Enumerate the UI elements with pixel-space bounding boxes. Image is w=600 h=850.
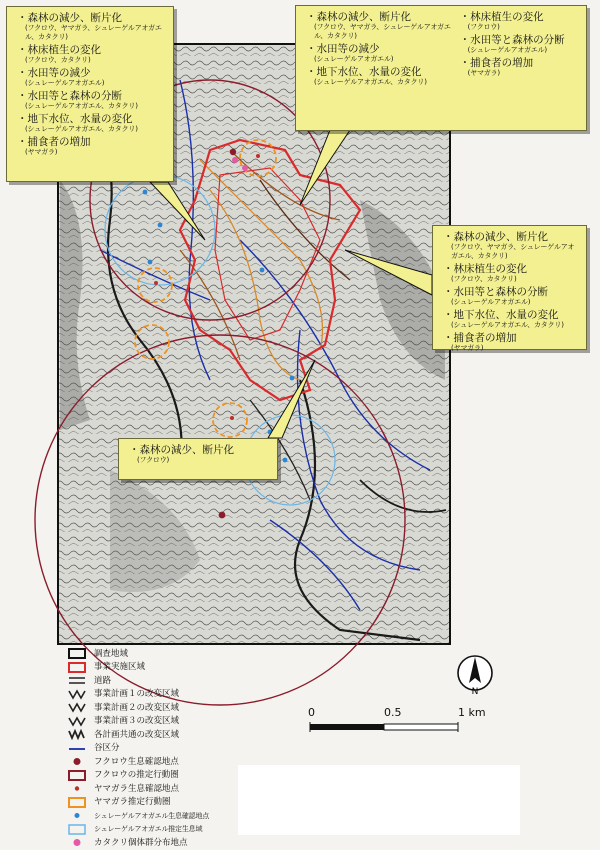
legend-label: 各計画共通の改変区域 bbox=[94, 729, 180, 740]
callout-item: ・ 水田等の減少 (シュレーゲルアオガエル) bbox=[17, 67, 167, 88]
callout-right bbox=[432, 225, 587, 350]
legend-symbol-owl-point-icon bbox=[66, 756, 88, 768]
legend-symbol-plan3-modified-icon bbox=[66, 715, 88, 727]
legend-symbol-study-area-icon bbox=[66, 648, 88, 660]
scale-bar bbox=[298, 706, 498, 746]
callout-item: ・ 林床植生の変化 (フクロウ、カタクリ) bbox=[17, 44, 167, 65]
scale-label-half: 0.5 bbox=[384, 706, 402, 719]
callout-top-right-col2 bbox=[460, 11, 580, 89]
legend-symbol-valley-icon bbox=[66, 742, 88, 754]
legend-symbol-plan2-modified-icon bbox=[66, 702, 88, 714]
scale-label-0: 0 bbox=[308, 706, 315, 719]
legend-item-frog-area bbox=[66, 823, 366, 837]
legend-label: 事業計画３の改変区域 bbox=[94, 716, 180, 727]
callout-top-right-col1 bbox=[306, 11, 452, 89]
legend-label: 道路 bbox=[94, 675, 112, 686]
callout-center-list bbox=[129, 444, 271, 465]
legend-label: ヤマガラ推定行動圏 bbox=[94, 797, 171, 808]
legend-item-study-area bbox=[66, 647, 366, 661]
legend-label: シュレーゲルアオガエル推定生息域 bbox=[94, 825, 203, 834]
callout-item: ・ 捕食者の増加 (ヤマガラ) bbox=[443, 332, 580, 353]
callout-right-list bbox=[443, 231, 580, 353]
legend-label: カタクリ個体群分布地点 bbox=[94, 837, 188, 848]
callout-item: ・ 捕食者の増加 (ヤマガラ) bbox=[460, 57, 580, 78]
legend-label: 谷区分 bbox=[94, 743, 120, 754]
callout-item: ・ 水田等の減少 (シュレーゲルアオガエル) bbox=[306, 43, 452, 64]
callout-item: ・ 水田等と森林の分断 (シュレーゲルアオガエル) bbox=[460, 34, 580, 55]
legend-label: 事業計画２の改変区域 bbox=[94, 702, 180, 713]
legend-item-katakuri-point bbox=[66, 836, 366, 850]
callout-top-right-columns bbox=[306, 11, 580, 89]
legend-label: フクロウ生息確認地点 bbox=[94, 756, 179, 767]
callout-item: ・ 水田等と森林の分断 (シュレーゲルアオガエル、カタクリ) bbox=[17, 90, 167, 111]
legend-symbol-project-area-icon bbox=[66, 661, 88, 673]
callout-item: ・ 森林の減少、断片化 (フクロウ) bbox=[129, 444, 271, 465]
legend-symbol-tit-range-icon bbox=[66, 796, 88, 808]
callout-top-right bbox=[295, 5, 587, 131]
legend-item-frog-point bbox=[66, 809, 366, 823]
callout-item: ・ 水田等と森林の分断 (シュレーゲルアオガエル) bbox=[443, 286, 580, 307]
scale-bar-graphic bbox=[310, 722, 480, 736]
legend-item-tit-range bbox=[66, 796, 366, 810]
map-legend bbox=[66, 647, 366, 850]
callout-top-left bbox=[6, 6, 174, 182]
callout-item: ・ 地下水位、水量の変化 (シュレーゲルアオガエル、カタクリ) bbox=[17, 113, 167, 134]
callout-item: ・ 林床植生の変化 (フクロウ、カタクリ) bbox=[443, 263, 580, 284]
legend-symbol-tit-point-icon bbox=[66, 783, 88, 795]
legend-symbol-owl-range-icon bbox=[66, 769, 88, 781]
callout-top-left-list bbox=[17, 12, 167, 157]
legend-symbol-frog-point-icon bbox=[66, 810, 88, 822]
callout-item: ・ 森林の減少、断片化 (フクロウ、ヤマガラ、シュレーゲルアオガエル、カタクリ) bbox=[443, 231, 580, 261]
legend-item-tit-point bbox=[66, 782, 366, 796]
callout-item: ・ 地下水位、水量の変化 (シュレーゲルアオガエル、カタクリ) bbox=[443, 309, 580, 330]
legend-symbol-road-icon bbox=[66, 675, 88, 687]
callout-item: ・ 林床植生の変化 (フクロウ) bbox=[460, 11, 580, 32]
callout-item: ・ 捕食者の増加 (ヤマガラ) bbox=[17, 136, 167, 157]
legend-item-road bbox=[66, 674, 366, 688]
scale-label-1km: 1 km bbox=[458, 706, 486, 719]
legend-label: フクロウの推定行動圏 bbox=[94, 770, 179, 781]
legend-item-owl-point bbox=[66, 755, 366, 769]
callout-item: ・ 森林の減少、断片化 (フクロウ、ヤマガラ、シュレーゲルアオガエル、カタクリ) bbox=[17, 12, 167, 42]
callout-item: ・ 地下水位、水量の変化 (シュレーゲルアオガエル、カタクリ) bbox=[306, 66, 452, 87]
legend-symbol-frog-area-icon bbox=[66, 823, 88, 835]
legend-item-project-area bbox=[66, 661, 366, 675]
legend-label: シュレーゲルアオガエル生息確認地点 bbox=[94, 811, 210, 820]
north-arrow-icon bbox=[455, 650, 495, 696]
legend-label: ヤマガラ生息確認地点 bbox=[94, 783, 180, 794]
callout-center bbox=[118, 438, 278, 480]
north-label: N bbox=[471, 687, 479, 697]
callout-item: ・ 森林の減少、断片化 (フクロウ、ヤマガラ、シュレーゲルアオガエル、カタクリ) bbox=[306, 11, 452, 41]
legend-item-plan1-modified bbox=[66, 688, 366, 702]
legend-symbol-katakuri-point-icon bbox=[66, 837, 88, 849]
legend-label: 事業計画１の改変区域 bbox=[94, 689, 180, 700]
legend-symbol-common-modified-icon bbox=[66, 729, 88, 741]
legend-label: 調査地域 bbox=[94, 648, 129, 659]
legend-label: 事業実施区域 bbox=[94, 662, 146, 673]
legend-symbol-plan1-modified-icon bbox=[66, 688, 88, 700]
legend-item-owl-range bbox=[66, 769, 366, 783]
